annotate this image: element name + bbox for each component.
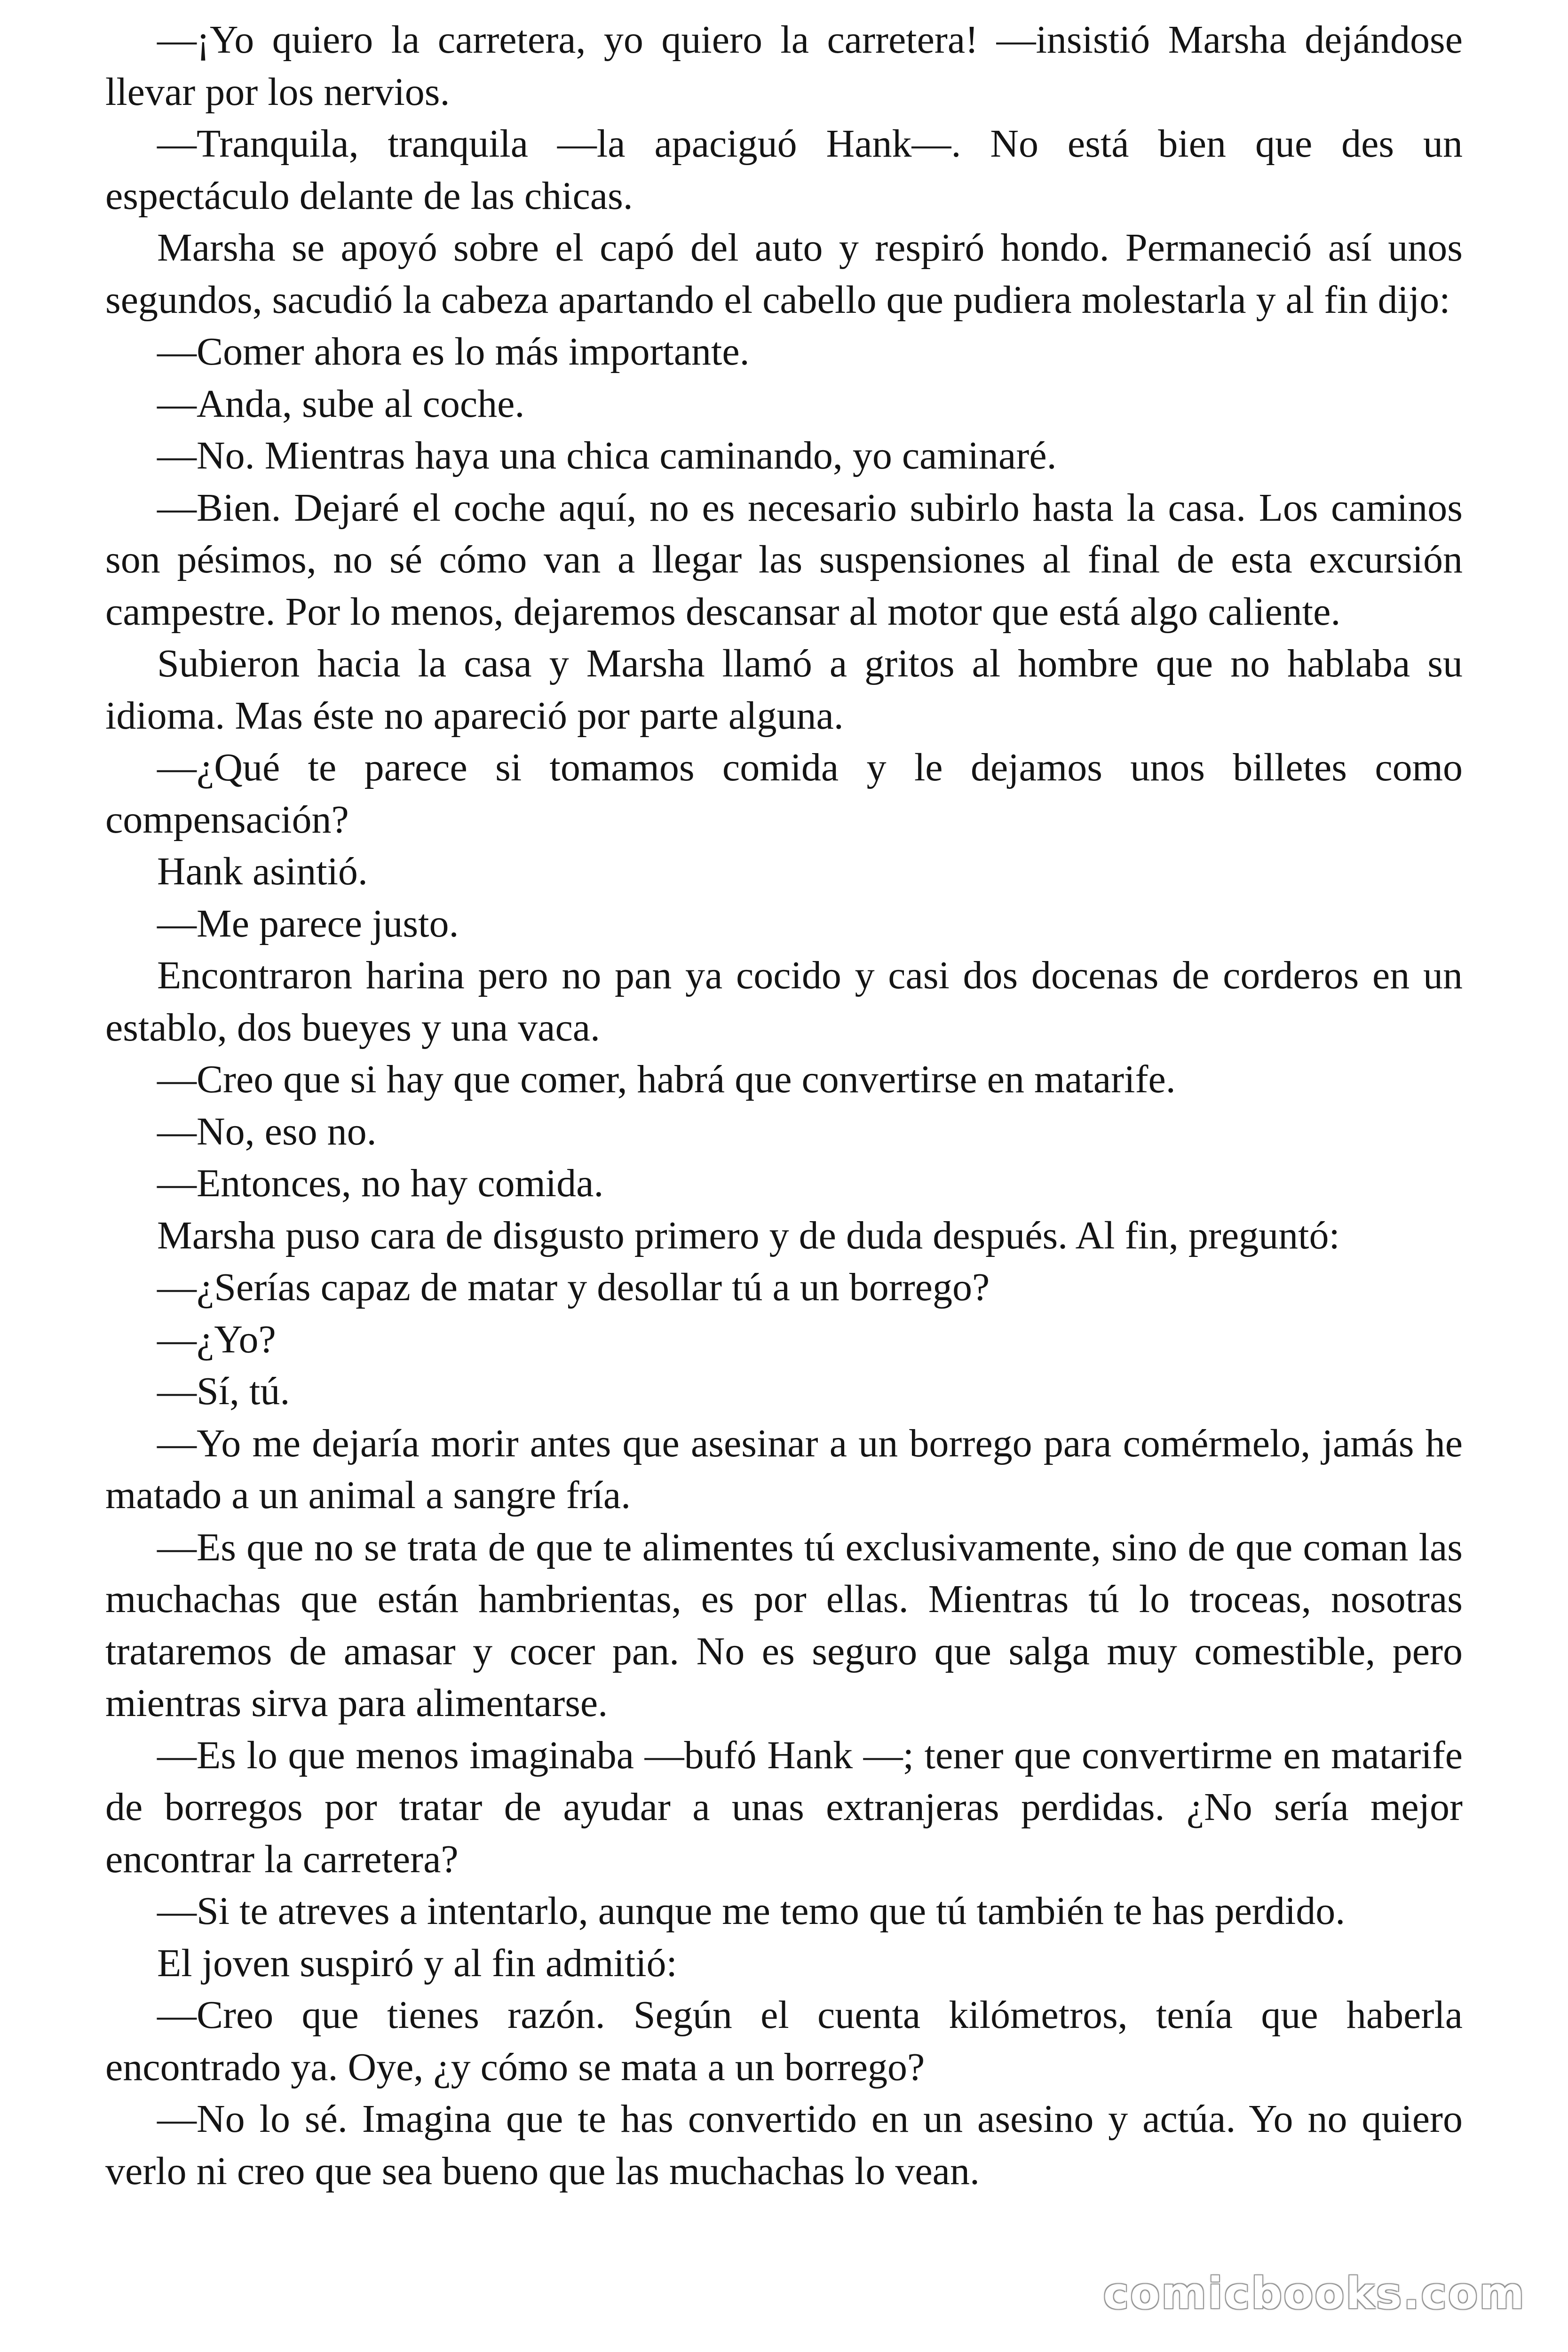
- paragraph: Encontraron harina pero no pan ya cocido y casi dos docenas de corderos en un establo, dos bueyes y una vaca.: [105, 954, 1463, 1049]
- paragraph: —Yo me dejaría morir antes que asesinar a un borrego para comérmelo, jamás he matado a un animal a sangre fría.: [105, 1421, 1463, 1517]
- paragraph: —Bien. Dejaré el coche aquí, no es necesario subirlo hasta la casa. Los caminos son pésimos, no sé cómo van a llegar las suspensiones al final de esta excursión campestre. Por lo menos, dejaremos descansar al motor que está algo caliente.: [105, 485, 1463, 634]
- paragraph: Marsha se apoyó sobre el capó del auto y respiró hondo. Permaneció así unos segundos, sacudió la cabeza apartando el cabello que pudiera molestarla y al fin dijo:: [105, 226, 1463, 322]
- paragraph: —No lo sé. Imagina que te has convertido en un asesino y actúa. Yo no quiero verlo ni creo que sea bueno que las muchachas lo vean.: [105, 2097, 1463, 2193]
- watermark: comicbooks.com: [1103, 2268, 1526, 2319]
- paragraph: —No, eso no.: [157, 1109, 377, 1153]
- paragraph: —No. Mientras haya una chica caminando, yo caminaré.: [157, 434, 1057, 477]
- paragraph: —Creo que si hay que comer, habrá que convertirse en matarife.: [157, 1057, 1176, 1101]
- paragraph: —Sí, tú.: [157, 1369, 290, 1413]
- paragraph: —Es que no se trata de que te alimentes tú exclusivamente, sino de que coman las muchachas que están hambrientas, es por ellas. Mientras tú lo troceas, nosotras trataremos de amasar y cocer pan. No es seguro que salga muy comestible, pero mientras sirva para alimentarse.: [105, 1525, 1463, 1725]
- paragraph: —¿Serías capaz de matar y desollar tú a un borrego?: [157, 1265, 990, 1309]
- paragraph: —¿Yo?: [157, 1317, 276, 1361]
- paragraph: —¡Yo quiero la carretera, yo quiero la carretera! —insistió Marsha dejándose llevar por los nervios.: [105, 18, 1463, 114]
- paragraph: Hank asintió.: [157, 850, 368, 893]
- paragraph: —Anda, sube al coche.: [157, 381, 525, 426]
- paragraph: Marsha puso cara de disgusto primero y de duda después. Al fin, preguntó:: [157, 1213, 1340, 1257]
- paragraph: —Me parece justo.: [157, 901, 459, 946]
- page-body: [105, 14, 1463, 2197]
- paragraph: —Es lo que menos imaginaba —bufó Hank —; tener que convertirme en matarife de borregos por tratar de ayudar a unas extranjeras perdidas. ¿No sería mejor encontrar la carretera?: [105, 1733, 1463, 1881]
- paragraph: —¿Qué te parece si tomamos comida y le dejamos unos billetes como compensación?: [105, 746, 1463, 842]
- paragraph: —Entonces, no hay comida.: [157, 1161, 604, 1205]
- paragraph: —Creo que tienes razón. Según el cuenta kilómetros, tenía que haberla encontrado ya. Oye, ¿y cómo se mata a un borrego?: [105, 1993, 1463, 2089]
- paragraph: El joven suspiró y al fin admitió:: [157, 1941, 677, 1985]
- paragraph: —Comer ahora es lo más importante.: [157, 330, 750, 373]
- paragraph: —Tranquila, tranquila —la apaciguó Hank—. No está bien que des un espectáculo delante de las chicas.: [105, 122, 1463, 218]
- paragraph: —Si te atreves a intentarlo, aunque me temo que tú también te has perdido.: [157, 1889, 1346, 1933]
- paragraph: Subieron hacia la casa y Marsha llamó a gritos al hombre que no hablaba su idioma. Mas éste no apareció por parte alguna.: [105, 642, 1463, 738]
